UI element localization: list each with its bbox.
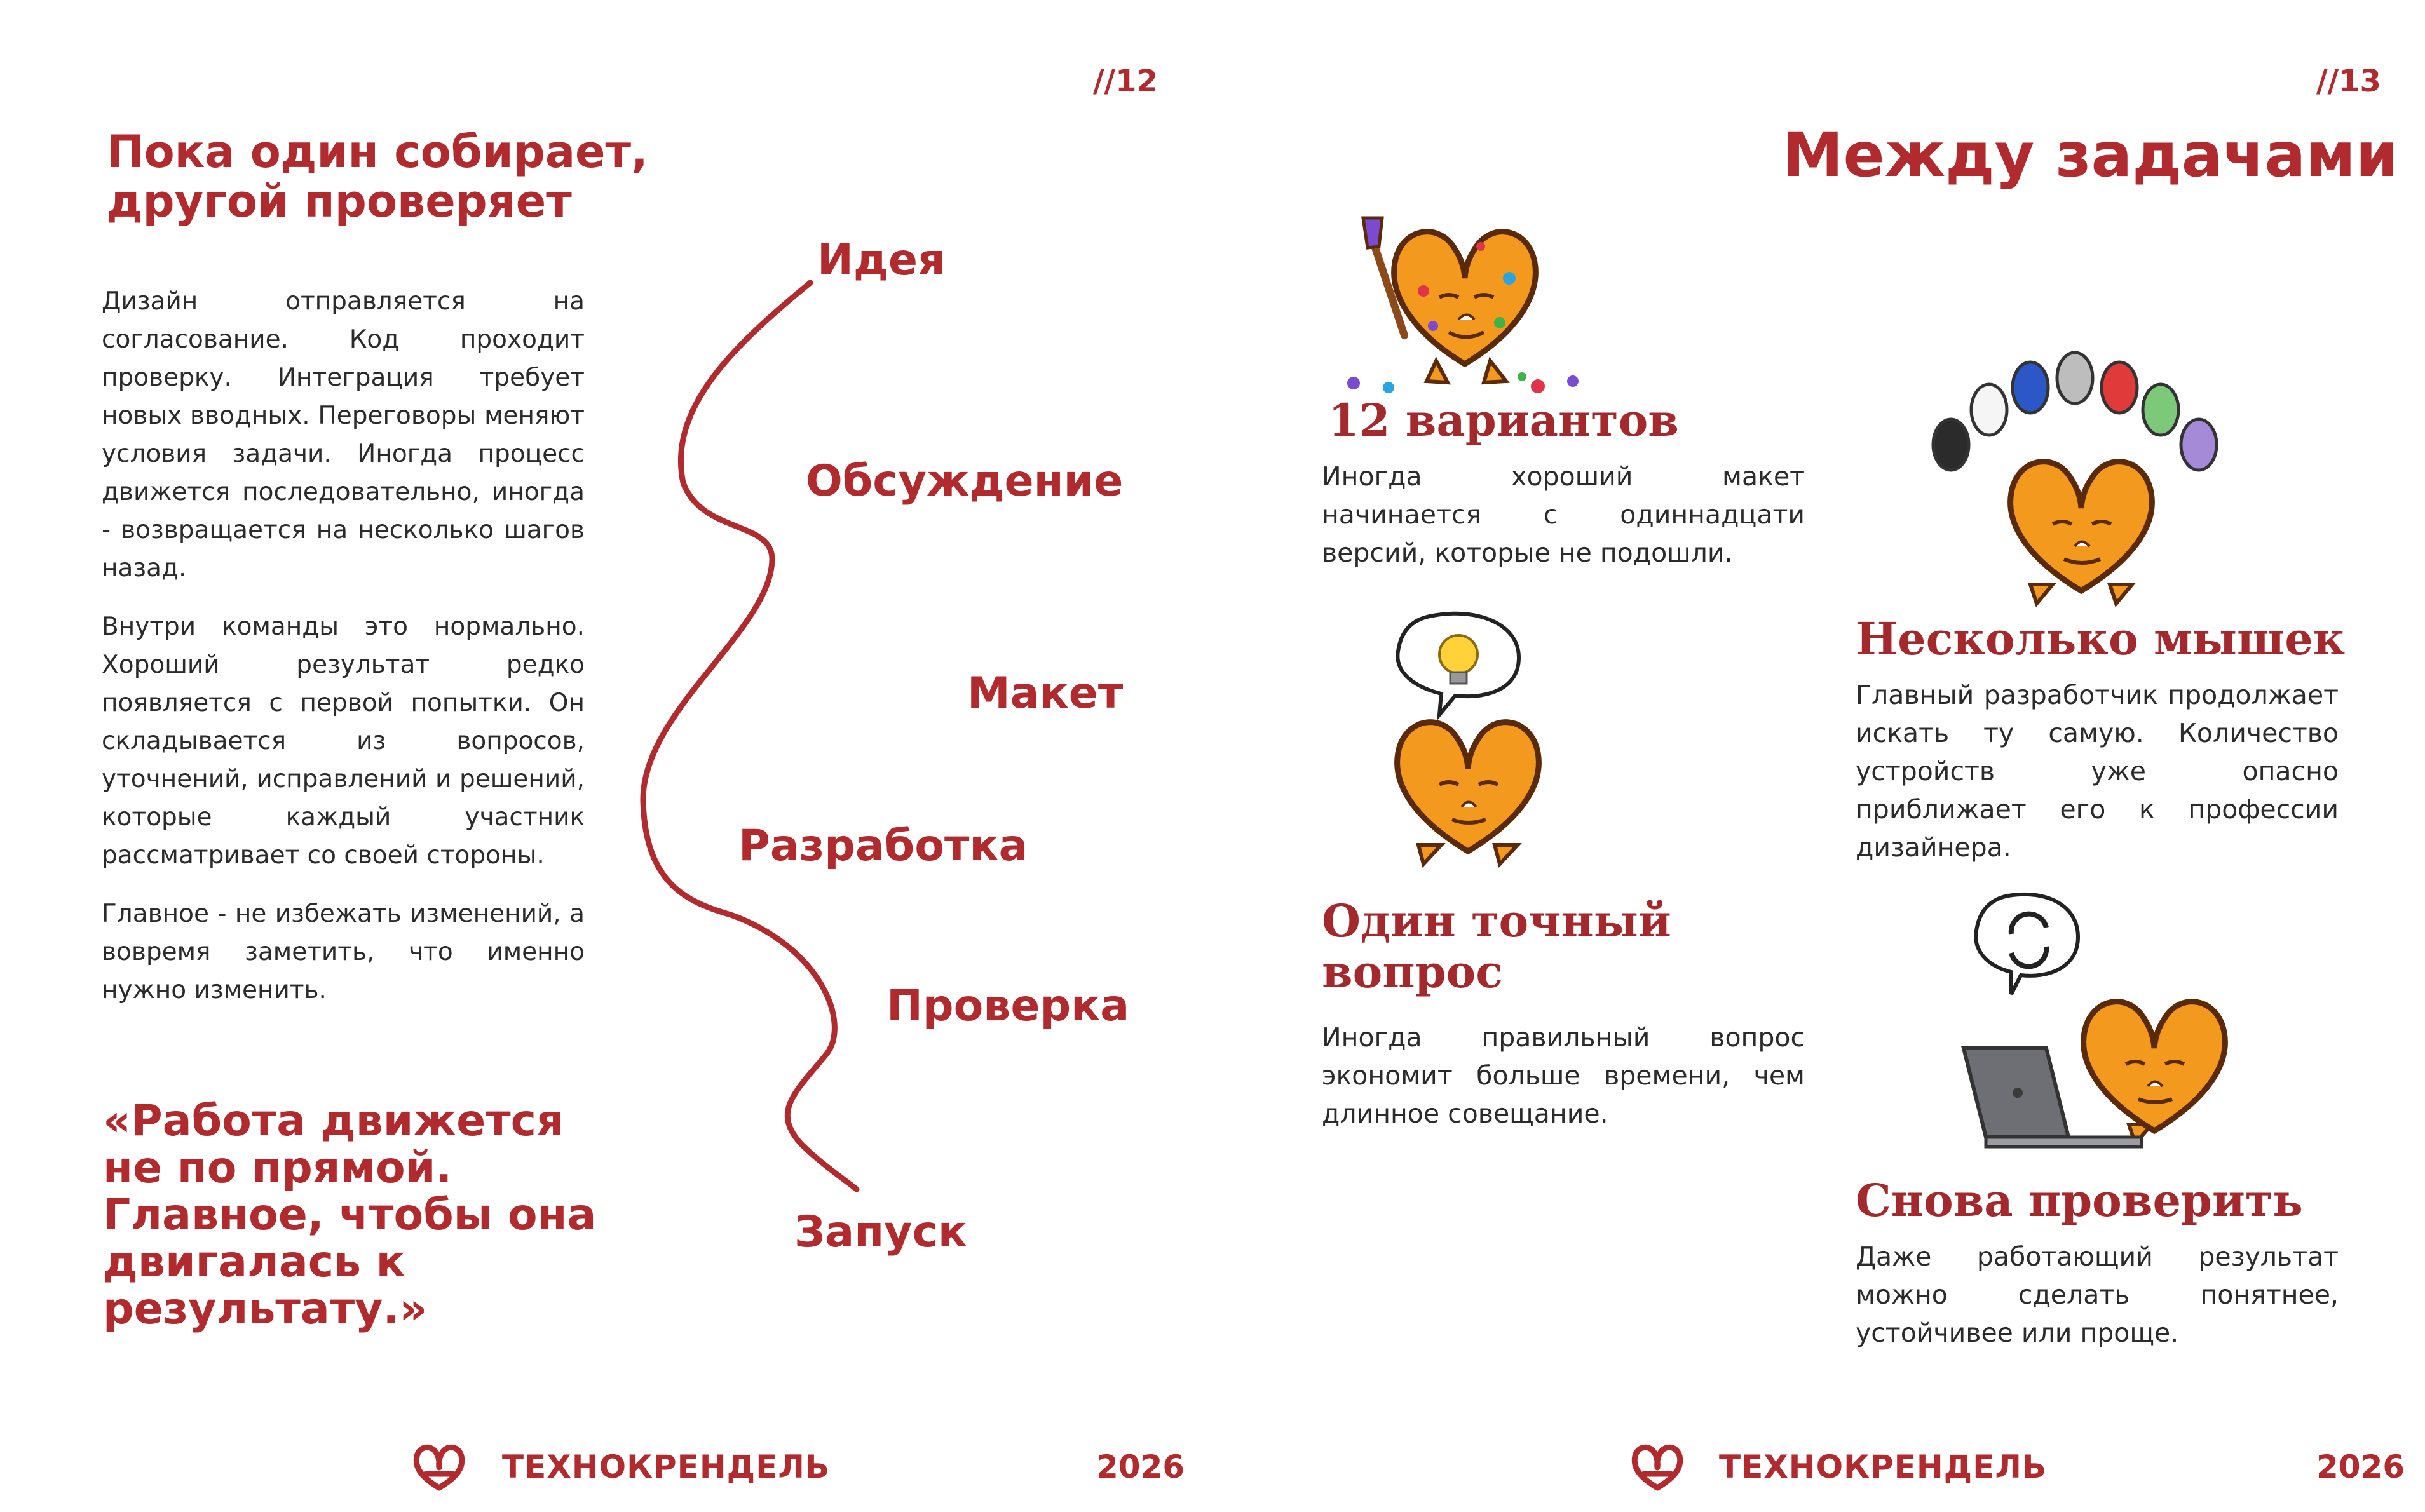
stage-launch: Запуск: [794, 1207, 967, 1257]
process-path: [643, 283, 857, 1189]
card-title-question-line-2: вопрос: [1322, 945, 1503, 998]
card-text-variants: Иногда хороший макет начинается с одиннадцати версий, которые не подошли.: [1322, 461, 1805, 568]
lightbulb-pretzel-icon: [1328, 604, 1620, 870]
card-title-question: [1322, 896, 1671, 997]
card-text-question: Иногда правильный вопрос экономит больше времени, чем длинное совещание.: [1322, 1022, 1805, 1129]
card-title-question-line-1: Один точный: [1322, 894, 1671, 947]
card-text-mice: Главный разработчик продолжает искать ту самую. Количество устройств уже опасно приближает его к профессии дизайнера.: [1856, 680, 2339, 863]
left-footer-year: 2026: [1096, 1448, 1185, 1485]
pretzel-logo-icon: [412, 1442, 466, 1492]
card-title-mice: Несколько мышек: [1856, 612, 2346, 665]
left-footer-brand: ТЕХНОКРЕНДЕЛЬ: [502, 1448, 831, 1485]
pretzel-logo-icon: [1630, 1442, 1685, 1492]
stage-discussion: Обсуждение: [806, 456, 1124, 506]
process-curve: [0, 0, 1207, 1271]
quote-line-1: «Работа движется: [103, 1096, 564, 1146]
paragraph-3: Главное - не избежать изменений, а вовремя заметить, что именно нужно изменить.: [102, 900, 585, 1004]
left-title-line-2: другой проверяет: [107, 175, 572, 227]
right-footer-brand: ТЕХНОКРЕНДЕЛЬ: [1719, 1448, 2048, 1485]
paragraph-2: Внутри команды это нормально. Хороший результат редко появляется с первой попытки. Он складывается из вопросов, уточнений, исправлений и решений, которые каждый участник рассматривает со своей стороны.: [102, 612, 585, 870]
stage-layout: Макет: [967, 668, 1124, 719]
left-title-line-1: Пока один собирает,: [107, 126, 648, 178]
quote-line-4: двигалась к: [103, 1237, 405, 1287]
quote-line-3: Главное, чтобы она: [103, 1190, 597, 1240]
laptop-pretzel-icon: [1951, 889, 2256, 1156]
quote-line-2: не по прямой.: [103, 1143, 452, 1193]
card-title-variants: 12 вариантов: [1328, 394, 1679, 447]
mice-pretzel-icon: [1926, 343, 2243, 610]
quote-line-5: результату.»: [103, 1284, 428, 1334]
right-footer-year: 2026: [2316, 1448, 2405, 1485]
paragraph-1: Дизайн отправляется на согласование. Код проходит проверку. Интеграция требует новых вводных. Переговоры меняют условия задачи. Иногда процесс движется последовательно, иногда - возвращается на несколько шагов назад.: [102, 287, 585, 583]
stage-review: Проверка: [886, 981, 1130, 1031]
card-title-recheck: Снова проверить: [1856, 1174, 2303, 1227]
right-page-title: Между задачами: [1783, 119, 2398, 191]
painter-pretzel-icon: [1328, 202, 1608, 393]
stage-idea: Идея: [817, 235, 946, 285]
right-page-number: //13: [2316, 64, 2381, 99]
left-page-number: //12: [1093, 64, 1158, 99]
card-text-recheck: Даже работающий результат можно сделать понятнее, устойчивее или проще.: [1856, 1241, 2339, 1348]
stage-development: Разработка: [738, 821, 1028, 871]
